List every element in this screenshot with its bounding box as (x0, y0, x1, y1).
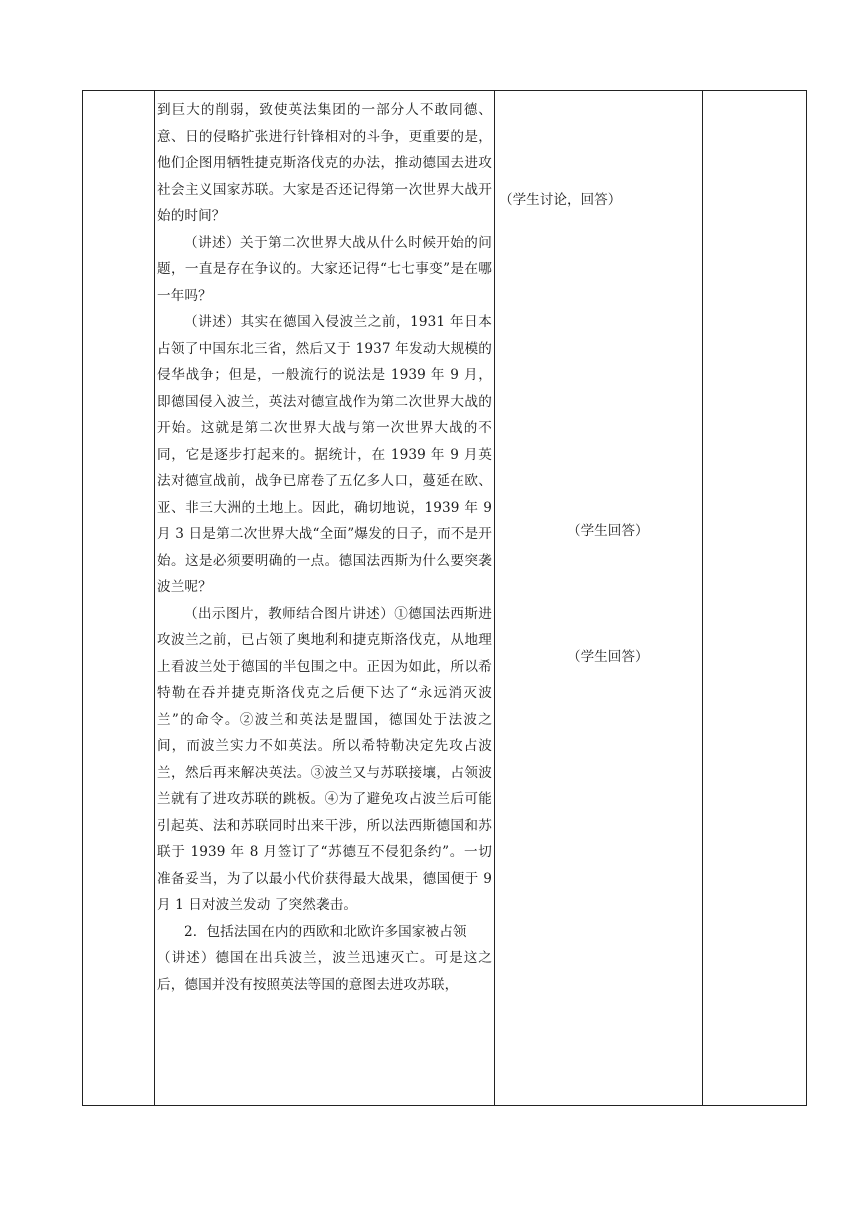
student-note-discuss: （学生讨论，回答） (499, 192, 622, 208)
paragraph-1: 到巨大的削弱，致使英法集团的一部分人不敢同德、意、日的侵略扩张进行针锋相对的斗争，更重要的是，他们企图用牺牲捷克斯洛伐克的办法，推动德国去进攻社会主义国家苏联。大家是否还记得第一次世界大战开始的时间？ (157, 102, 492, 224)
paragraph-4: （出示图片，教师结合图片讲述）①德国法西斯进攻波兰之前，已占领了奥地利和捷克斯洛伐克，从地理上看波兰处于德国的半包围之中。正因为如此，所以希特勒在吞并捷克斯洛伐克之后便下达了“永远消灭波兰”的命令。②波兰和英法是盟国，德国处于法波之间，而波兰实力不如英法。所以希特勒决定先攻占波兰，然后再来解决英法。③波兰又与苏联接壤，占领波兰就有了进攻苏联的跳板。④为了避免攻占波兰后可能引起英、法和苏联同时出来干涉，所以法西斯德国和苏联于 1939 年 8 月签订了“苏德互不侵犯条约”。一切准备妥当，为了以最小代价获得最大战果，德国便于 9 月 1 日对波兰发动 了突然袭击。 (157, 605, 492, 913)
student-activity-cell (495, 91, 703, 1106)
blank-right-cell (703, 91, 807, 1106)
blank-left-cell (83, 91, 155, 1106)
student-note-answer-2: （学生回答） (567, 649, 649, 665)
section-heading: 2．包括法国在内的西欧和北欧许多国家被占领 (184, 923, 467, 940)
paragraph-5: （讲述）德国在出兵波兰，波兰迅速灭亡。可是这之后，德国并没有按照英法等国的意图去进攻苏联， (157, 950, 492, 993)
student-note-answer-1: （学生回答） (567, 523, 649, 539)
paragraph-3: （讲述）其实在德国入侵波兰之前，1931 年日本占领了中国东北三省，然后又于 1937 年发动大规模的侵华战争；但是，一般流行的说法是 1939 年 9 月，即德国侵入波兰，英法对德宣战作为第二次世界大战的开始。这就是第二次世界大战与第一次世界大战的不同，它是逐步打起来的。据统计，在 1939 年 9 月英法对德宣战前，战争已席卷了五亿多人口，蔓延在欧、亚、非三大洲的土地上。因此，确切地说，1939 年 9 月 3 日是第二次世界大战“全面”爆发的日子，而不是开始。这是必须要明确的一点。德国法西斯为什么要突袭波兰呢？ (157, 314, 492, 595)
table-row (83, 91, 807, 1106)
teacher-activity-cell (155, 91, 495, 1106)
lesson-plan-table (82, 90, 807, 1106)
paragraph-2: （讲述）关于第二次世界大战从什么时候开始的问题，一直是存在争议的。大家还记得“七七事变”是在哪一年吗？ (157, 234, 492, 304)
